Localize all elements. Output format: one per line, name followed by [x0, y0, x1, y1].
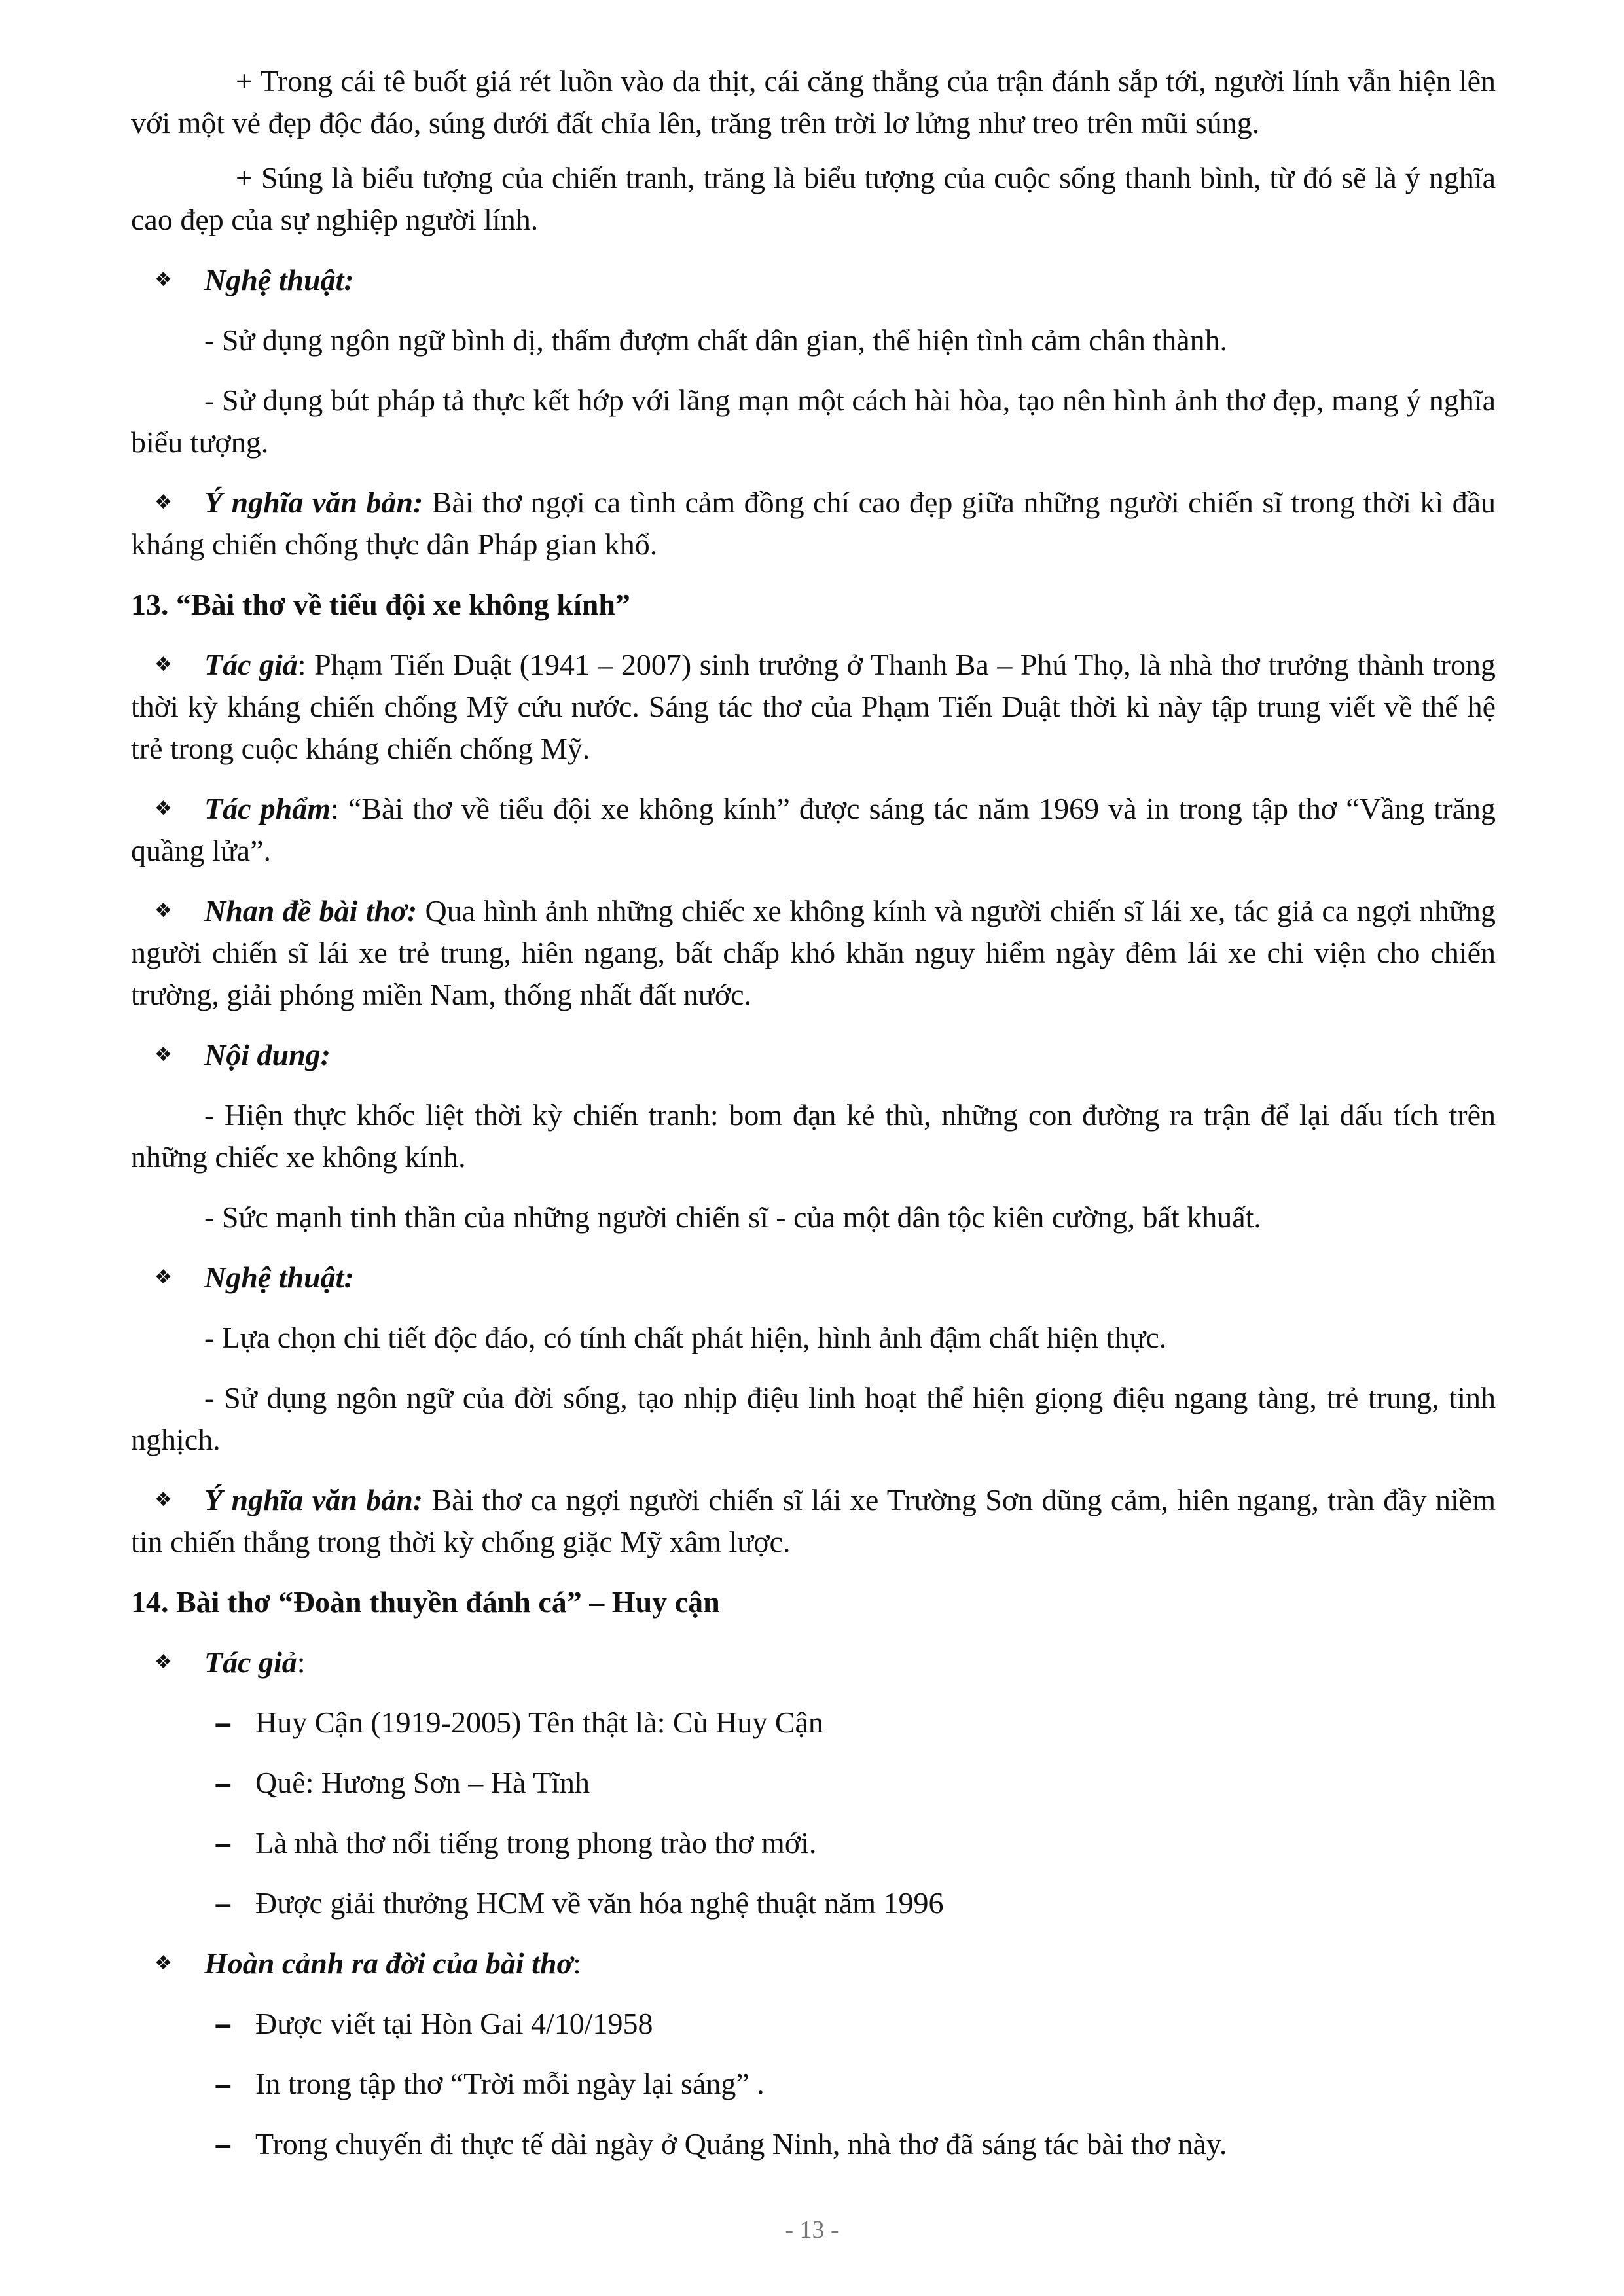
label-hoan-canh: Hoàn cảnh ra đời của bài thơ — [204, 1946, 573, 1980]
diamond-bullet-icon: ❖ — [154, 1266, 172, 1289]
bullet-nghe-thuat-12 — [131, 259, 1496, 301]
diamond-bullet-icon: ❖ — [154, 1043, 172, 1066]
nghe-thuat-12-item-1: - Sử dụng ngôn ngữ bình dị, thấm đượm chất dân gian, thể hiện tình cảm chân thành. — [204, 323, 1228, 357]
noi-dung-13-item-1: - Hiện thực khốc liệt thời kỳ chiến tranh: bom đạn kẻ thù, những con đường ra trận để lại dấu tích trên những chiếc xe không kính. — [131, 1098, 1496, 1174]
tac-gia-14-item: Được giải thưởng HCM về văn hóa nghệ thuật năm 1996 — [255, 1886, 944, 1920]
page-number: - 13 - — [785, 2216, 839, 2244]
label-nhan-de: Nhan đề bài thơ: — [204, 894, 418, 927]
hoan-canh-14-item: In trong tập thơ “Trời mỗi ngày lại sáng” . — [255, 2067, 765, 2100]
bullet-nghe-thuat-13 — [131, 1257, 1496, 1299]
y-nghia-13-text: Bài thơ ca ngợi người chiến sĩ lái xe Trường Sơn dũng cảm, hiên ngang, tràn đầy niềm tin chiến thắng trong thời kỳ chống giặc Mỹ xâm lược. — [131, 1483, 1496, 1558]
bullet-nhan-de-13 — [131, 890, 1496, 1016]
label-nghe-thuat: Nghệ thuật: — [204, 263, 354, 296]
list-item — [131, 2003, 1496, 2045]
label-suffix: : — [573, 1946, 581, 1980]
tac-gia-14-item: Huy Cận (1919-2005) Tên thật là: Cù Huy Cận — [255, 1706, 823, 1739]
paragraph-bieu-tuong: + Súng là biểu tượng của chiến tranh, trăng là biểu tượng của cuộc sống thanh bình, từ đó sẽ là ý nghĩa cao đẹp của sự nghiệp người lính. — [131, 161, 1496, 236]
diamond-bullet-icon: ❖ — [154, 491, 172, 514]
section-heading-14: 14. Bài thơ “Đoàn thuyền đánh cá” – Huy cận — [131, 1585, 720, 1619]
label-nghe-thuat: Nghệ thuật: — [204, 1261, 354, 1294]
dash-bullet-icon: – — [215, 1826, 232, 1860]
hoan-canh-14-item: Trong chuyến đi thực tế dài ngày ở Quảng Ninh, nhà thơ đã sáng tác bài thơ này. — [255, 2127, 1227, 2161]
dash-bullet-icon: – — [215, 1766, 232, 1800]
tac-pham-13-text: : “Bài thơ về tiểu đội xe không kính” được sáng tác năm 1969 và in trong tập thơ “Vầng trăng quầng lửa”. — [131, 792, 1496, 867]
list-item — [131, 2123, 1496, 2165]
list-item — [131, 1882, 1496, 1924]
hoan-canh-14-item: Được viết tại Hòn Gai 4/10/1958 — [255, 2007, 653, 2040]
label-suffix: : — [297, 1645, 306, 1679]
noi-dung-13-item-2: - Sức mạnh tinh thần của những người chiến sĩ - của một dân tộc kiên cường, bất khuất. — [204, 1200, 1261, 1234]
bullet-tac-gia-14 — [131, 1641, 1496, 1683]
bullet-y-nghia-13 — [131, 1479, 1496, 1563]
paragraph-trang-sung: + Trong cái tê buốt giá rét luồn vào da thịt, cái căng thẳng của trận đánh sắp tới, người lính vẫn hiện lên với một vẻ đẹp độc đáo, súng dưới đất chỉa lên, trăng trên trời lơ lửng như treo trên mũi súng. — [131, 64, 1496, 139]
list-item — [131, 1822, 1496, 1864]
y-nghia-12-text: Bài thơ ngợi ca tình cảm đồng chí cao đẹp giữa những người chiến sĩ trong thời kì đầu kháng chiến chống thực dân Pháp gian khổ. — [131, 486, 1496, 561]
dash-bullet-icon: – — [215, 2007, 232, 2041]
nhan-de-13-text: Qua hình ảnh những chiếc xe không kính và người chiến sĩ lái xe, tác giả ca ngợi những người chiến sĩ lái xe trẻ trung, hiên ngang, bất chấp khó khăn nguy hiểm ngày đêm lái xe chi viện cho chiến trường, giải phóng miền Nam, thống nhất đất nước. — [131, 894, 1496, 1011]
diamond-bullet-icon: ❖ — [154, 1651, 172, 1674]
diamond-bullet-icon: ❖ — [154, 899, 172, 922]
label-tac-gia: Tác giả — [204, 648, 298, 681]
tac-gia-14-item: Là nhà thơ nổi tiếng trong phong trào thơ mới. — [255, 1826, 817, 1859]
dash-bullet-icon: – — [215, 2067, 232, 2101]
dash-bullet-icon: – — [215, 1886, 232, 1920]
bullet-y-nghia-12 — [131, 482, 1496, 565]
list-item — [131, 2063, 1496, 2105]
section-heading-13: 13. “Bài thơ về tiểu đội xe không kính” — [131, 588, 630, 621]
bullet-noi-dung-13 — [131, 1034, 1496, 1076]
tac-gia-13-text: : Phạm Tiến Duật (1941 – 2007) sinh trưởng ở Thanh Ba – Phú Thọ, là nhà thơ trưởng thành trong thời kỳ kháng chiến chống Mỹ cứu nước. Sáng tác thơ của Phạm Tiến Duật thời kì này tập trung viết về thế hệ trẻ trong cuộc kháng chiến chống Mỹ. — [131, 648, 1496, 765]
bullet-tac-pham-13 — [131, 788, 1496, 872]
diamond-bullet-icon: ❖ — [154, 1952, 172, 1975]
diamond-bullet-icon: ❖ — [154, 1488, 172, 1511]
nghe-thuat-13-item-1: - Lựa chọn chi tiết độc đáo, có tính chất phát hiện, hình ảnh đậm chất hiện thực. — [204, 1321, 1167, 1354]
page-content — [131, 60, 1496, 2165]
label-tac-pham: Tác phẩm — [204, 792, 331, 825]
tac-gia-14-item: Quê: Hương Sơn – Hà Tĩnh — [255, 1766, 590, 1799]
list-item — [131, 1702, 1496, 1744]
nghe-thuat-13-item-2: - Sử dụng ngôn ngữ của đời sống, tạo nhịp điệu linh hoạt thể hiện giọng điệu ngang tàng, trẻ trung, tinh nghịch. — [131, 1381, 1496, 1456]
dash-bullet-icon: – — [215, 2127, 232, 2161]
diamond-bullet-icon: ❖ — [154, 268, 172, 291]
label-noi-dung: Nội dung: — [204, 1038, 331, 1071]
list-item — [131, 1762, 1496, 1804]
dash-bullet-icon: – — [215, 1706, 232, 1740]
label-y-nghia: Ý nghĩa văn bản: — [204, 486, 424, 519]
label-y-nghia: Ý nghĩa văn bản: — [204, 1483, 424, 1516]
bullet-tac-gia-13 — [131, 644, 1496, 770]
bullet-hoan-canh-14 — [131, 1943, 1496, 1984]
diamond-bullet-icon: ❖ — [154, 653, 172, 676]
label-tac-gia: Tác giả — [204, 1645, 297, 1679]
diamond-bullet-icon: ❖ — [154, 797, 172, 820]
nghe-thuat-12-item-2: - Sử dụng bút pháp tả thực kết hớp với lãng mạn một cách hài hòa, tạo nên hình ảnh thơ đẹp, mang ý nghĩa biểu tượng. — [131, 384, 1496, 459]
